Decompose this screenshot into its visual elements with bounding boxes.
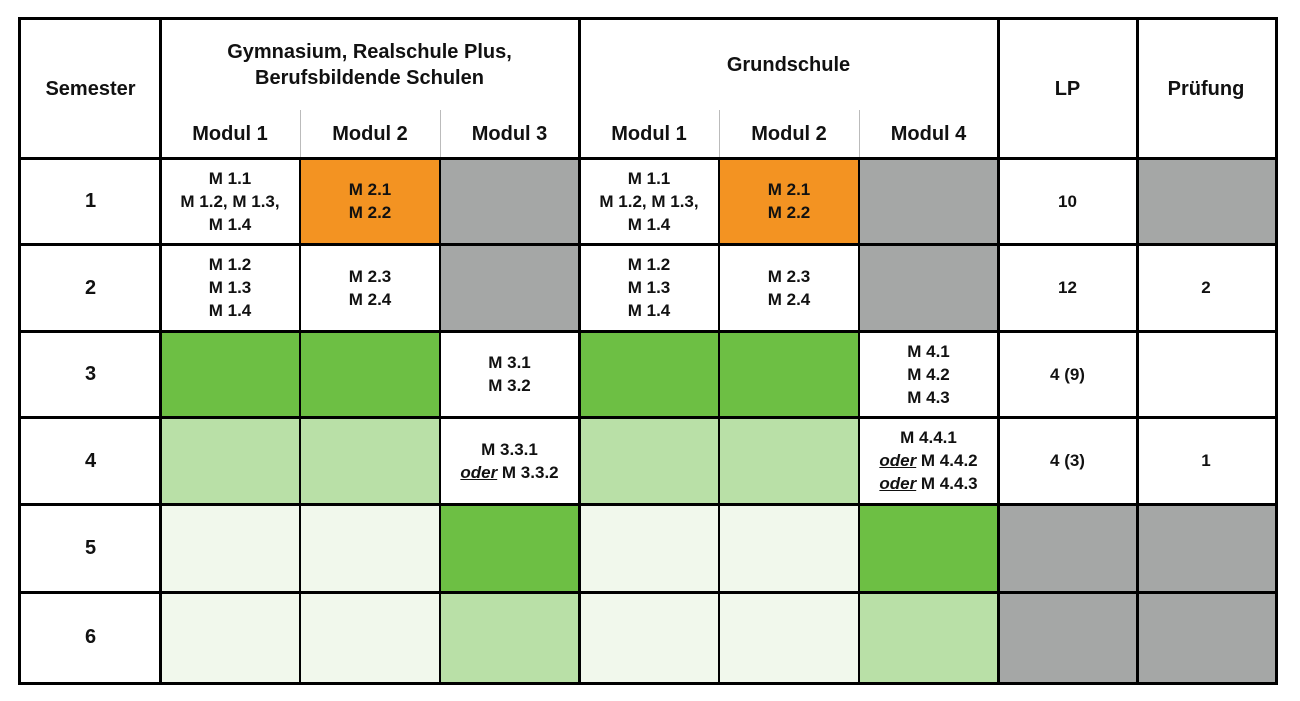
module-cell — [859, 592, 998, 682]
module-cell — [160, 158, 300, 244]
module-code: M 1.3 — [208, 278, 252, 297]
semester-number: 6 — [84, 626, 97, 648]
module-cell — [579, 592, 719, 682]
module-code-alternative — [879, 449, 977, 472]
header-group-grundschule — [579, 20, 998, 110]
module-code: M 2.4 — [767, 289, 811, 309]
header-module — [719, 110, 859, 158]
module-code: M 1.2, M 1.3, — [599, 191, 699, 211]
module-cell — [579, 504, 719, 592]
module-code: M 1.1 — [627, 168, 671, 188]
module-cell — [440, 592, 579, 682]
pruefung-value: 1 — [1201, 451, 1211, 470]
module-cell — [160, 417, 300, 504]
grid-line — [997, 20, 1000, 682]
header-lp-label: LP — [1054, 78, 1081, 100]
module-code: M 2.2 — [767, 203, 811, 222]
module-cell — [300, 331, 440, 417]
lp-value: 12 — [1058, 278, 1077, 297]
semester-cell — [21, 331, 160, 417]
pruefung-cell — [1137, 504, 1275, 592]
header-group-line: Berufsbildende Schulen — [255, 67, 484, 89]
semester-number: 4 — [84, 449, 97, 472]
grid-line — [21, 503, 1275, 506]
pruefung-cell — [1137, 158, 1275, 244]
grid-line — [578, 20, 581, 682]
semester-number: 5 — [84, 537, 97, 559]
header-module-label: Modul 3 — [471, 123, 548, 145]
module-code: M 3.2 — [488, 376, 531, 395]
semester-number: 3 — [84, 363, 97, 385]
lp-cell — [998, 331, 1137, 417]
module-code: M 3.3.1 — [481, 439, 538, 459]
grid-line — [21, 330, 1275, 333]
header-module — [300, 110, 440, 158]
semester-cell — [21, 592, 160, 682]
module-cell — [579, 417, 719, 504]
module-code: M 1.4 — [627, 214, 671, 234]
lp-cell — [998, 158, 1137, 244]
header-group-label: Grundschule — [726, 54, 851, 76]
pruefung-cell — [1137, 592, 1275, 682]
module-code: M 2.4 — [348, 289, 392, 309]
pruefung-cell — [1137, 244, 1275, 331]
header-semester-label: Semester — [45, 78, 136, 100]
module-code: M 3.1 — [488, 353, 531, 372]
module-code: M 1.4 — [208, 214, 252, 234]
pruefung-cell — [1137, 331, 1275, 417]
grid-line — [21, 416, 1275, 419]
module-cell — [859, 158, 998, 244]
grid-line — [439, 158, 441, 682]
header-pruefung-label: Prüfung — [1167, 78, 1245, 100]
semester-cell — [21, 158, 160, 244]
module-code: M 2.3 — [348, 266, 392, 286]
semester-number: 1 — [84, 190, 97, 212]
grid-line — [159, 20, 162, 682]
module-code: M 4.1 — [907, 341, 950, 361]
semester-cell — [21, 417, 160, 504]
module-cell — [440, 244, 579, 331]
semester-cell — [21, 244, 160, 331]
module-cell — [719, 504, 859, 592]
grid-line — [21, 243, 1275, 246]
module-code: M 1.2 — [627, 255, 671, 274]
module-cell — [160, 244, 300, 331]
module-code: M 1.4 — [208, 301, 252, 320]
lp-cell — [998, 504, 1137, 592]
module-code: M 4.4.2 — [916, 451, 978, 470]
module-cell — [859, 331, 998, 417]
pruefung-cell — [1137, 417, 1275, 504]
header-module-label: Modul 4 — [890, 123, 967, 145]
lp-value: 10 — [1058, 191, 1077, 211]
header-module-label: Modul 2 — [332, 123, 408, 145]
module-cell — [300, 417, 440, 504]
grid-line — [719, 110, 720, 158]
module-code: M 4.2 — [907, 364, 950, 384]
module-code: M 1.4 — [627, 301, 671, 320]
header-module-label: Modul 1 — [192, 123, 268, 145]
module-code: M 1.2, M 1.3, — [180, 191, 280, 211]
module-code: M 2.1 — [348, 180, 392, 199]
grid-line — [859, 110, 860, 158]
semester-cell — [21, 504, 160, 592]
header-lp — [998, 20, 1137, 158]
module-cell — [579, 331, 719, 417]
module-code: M 1.2 — [208, 255, 252, 274]
module-code: M 4.3 — [907, 387, 950, 407]
module-cell — [300, 592, 440, 682]
pruefung-value: 2 — [1201, 278, 1211, 297]
module-cell — [300, 158, 440, 244]
oder-label: oder — [460, 462, 498, 482]
module-code: M 4.4.1 — [900, 428, 957, 447]
module-code-alternative — [879, 472, 977, 495]
header-group-line: Gymnasium, Realschule Plus, — [227, 41, 512, 63]
header-module — [440, 110, 579, 158]
grid-line — [1136, 20, 1139, 682]
module-cell — [440, 158, 579, 244]
module-cell — [160, 331, 300, 417]
module-code: M 2.2 — [348, 203, 392, 222]
module-cell — [859, 504, 998, 592]
module-cell — [719, 158, 859, 244]
grid-line — [299, 158, 301, 682]
header-module-label: Modul 2 — [751, 123, 827, 145]
header-semester — [21, 20, 160, 158]
module-code-alternative — [460, 461, 558, 484]
header-pruefung — [1137, 20, 1275, 158]
oder-label: oder — [879, 474, 917, 493]
module-cell — [440, 417, 579, 504]
module-cell — [440, 331, 579, 417]
header-module — [859, 110, 998, 158]
module-code: M 3.3.2 — [497, 462, 559, 482]
module-cell — [719, 331, 859, 417]
header-module-label: Modul 1 — [611, 123, 687, 145]
lp-cell — [998, 592, 1137, 682]
module-cell — [859, 417, 998, 504]
grid-line — [21, 591, 1275, 594]
lp-cell — [998, 417, 1137, 504]
module-code: M 1.3 — [627, 278, 671, 297]
module-cell — [440, 504, 579, 592]
module-cell — [300, 244, 440, 331]
study-plan-table — [18, 17, 1278, 685]
module-cell — [719, 592, 859, 682]
module-code: M 1.1 — [208, 168, 252, 188]
module-cell — [719, 417, 859, 504]
grid-line — [300, 110, 301, 158]
oder-label: oder — [879, 451, 917, 470]
header-module — [160, 110, 300, 158]
module-cell — [300, 504, 440, 592]
module-cell — [160, 592, 300, 682]
module-cell — [579, 158, 719, 244]
module-cell — [719, 244, 859, 331]
module-cell — [859, 244, 998, 331]
module-cell — [579, 244, 719, 331]
module-cell — [160, 504, 300, 592]
lp-value: 4 (9) — [1050, 364, 1085, 384]
grid-line — [858, 158, 860, 682]
grid-line — [718, 158, 720, 682]
semester-number: 2 — [84, 276, 97, 299]
grid-line — [21, 157, 1275, 160]
lp-cell — [998, 244, 1137, 331]
module-code: M 4.4.3 — [916, 474, 978, 493]
lp-value: 4 (3) — [1050, 451, 1085, 470]
module-code: M 2.1 — [767, 180, 811, 199]
grid-line — [440, 110, 441, 158]
header-module — [579, 110, 719, 158]
module-code: M 2.3 — [767, 266, 811, 286]
header-group-gymnasium — [160, 20, 579, 110]
